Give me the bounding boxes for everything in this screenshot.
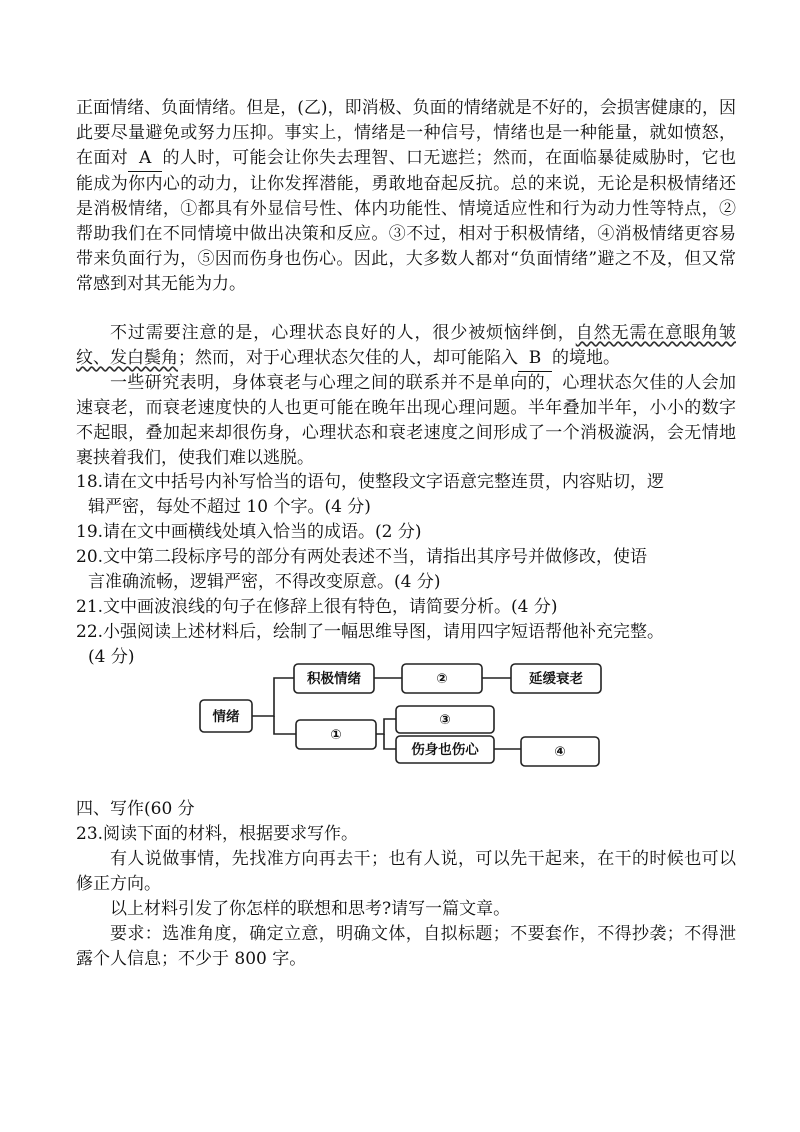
mindmap-connector-3 <box>376 719 396 734</box>
mindmap-blank1: ① <box>330 727 342 743</box>
p2-text-c: 的境地。 <box>552 348 620 368</box>
question-20-text: 20.文中第二段标序号的部分有两处表述不当，请指出其序号并做修改，使语 <box>76 547 648 567</box>
writing-material: 有人说做事情，先找准方向再去干；也有人说，可以先干起来，在干的时候也可以修正方向。 <box>76 849 736 894</box>
p1-text-a: 正面情绪、负面情绪。但是，(乙)，即消极、负面的情绪就是不好的，会损害健康的，因此要尽量避免或努力压抑。事实上，情绪是一种信号，情绪也是一种能量，就如愤怒，在面对 <box>76 98 736 168</box>
question-18-text: 18.请在文中括号内补写恰当的语句，使整段文字语意完整连贯，内容贴切，逻 <box>76 472 665 492</box>
question-22-cont: (4 分) <box>88 647 135 667</box>
mindmap-delay: 延缓衰老 <box>529 671 583 687</box>
writing-section-title: 四、写作(60 分 <box>76 799 195 819</box>
question-18-cont: 辑严密，每处不超过 10 个字。(4 分) <box>88 497 371 517</box>
blank-a: A <box>128 146 162 172</box>
mindmap-blank4: ④ <box>554 744 566 760</box>
mindmap-hurt: 伤身也伤心 <box>411 742 479 758</box>
mindmap-blank3: ③ <box>439 712 451 728</box>
mindmap-root: 情绪 <box>212 709 240 725</box>
mindmap-connector-positive <box>252 678 294 716</box>
wavy-sentence: 自然无需在意眼角皱纹、发白鬓角 <box>76 323 737 368</box>
question-21-text: 21.文中画波浪线的句子在修辞上很有特色，请简要分析。(4 分) <box>76 597 558 617</box>
writing-requirements: 要求：选准角度，确定立意，明确文体，自拟标题；不要套作，不得抄袭；不得泄露个人信息；不少于 800 字。 <box>76 924 736 969</box>
blank-b: B <box>518 346 552 372</box>
p2-text-b: ；然而，对于心理状态欠佳的人，却可能陷入 <box>178 348 518 368</box>
question-22-text: 22.小强阅读上述材料后，绘制了一幅思维导图，请用四字短语帮他补充完整。 <box>76 622 665 642</box>
writing-prompt: 以上材料引发了你怎样的联想和思考?请写一篇文章。 <box>110 899 511 919</box>
question-23: 23.阅读下面的材料，根据要求写作。 <box>76 824 359 844</box>
mindmap-connector-hurt <box>384 734 396 749</box>
question-19-text: 19.请在文中画横线处填入恰当的成语。(2 分) <box>76 522 422 542</box>
mindmap-connector-negative <box>274 716 296 734</box>
mindmap-blank2: ② <box>436 671 448 687</box>
mindmap-positive: 积极情绪 <box>307 671 361 687</box>
p1-text-b: 的人时，可能会让你失去理智、口无遮拦；然而，在面临暴徒威胁时，它也能成为你内心的动力，让你发挥潜能，勇敢地奋起反抗。总的来说，无论是积极情绪还是消极情绪，①都具有外显信号性、体内功能性、情境适应性和行为动力性等特点，②帮助我们在不同情境中做出决策和反应。③不过，相对于积极情绪，④消极情绪更容易带来负面行为，⑤因而伤身也伤心。因此，大多数人都对“负面情绪”避之不及，但又常常感到对其无能为力。 <box>76 148 737 294</box>
p2-text-a: 不过需要注意的是，心理状态良好的人，很少被烦恼绊倒， <box>110 323 576 343</box>
passage-paragraph-3: 一些研究表明，身体衰老与心理之间的联系并不是单向的，心理状态欠佳的人会加速衰老，而衰老速度快的人也更可能在晚年出现心理问题。半年叠加半年，小小的数字不起眼，叠加起来却很伤身，心理状态和衰老速度之间形成了一个消极漩涡，会无情地裹挟着我们，使我们难以逃脱。 <box>76 373 736 468</box>
question-20-cont: 言准确流畅，逻辑严密，不得改变原意。(4 分) <box>88 572 441 592</box>
